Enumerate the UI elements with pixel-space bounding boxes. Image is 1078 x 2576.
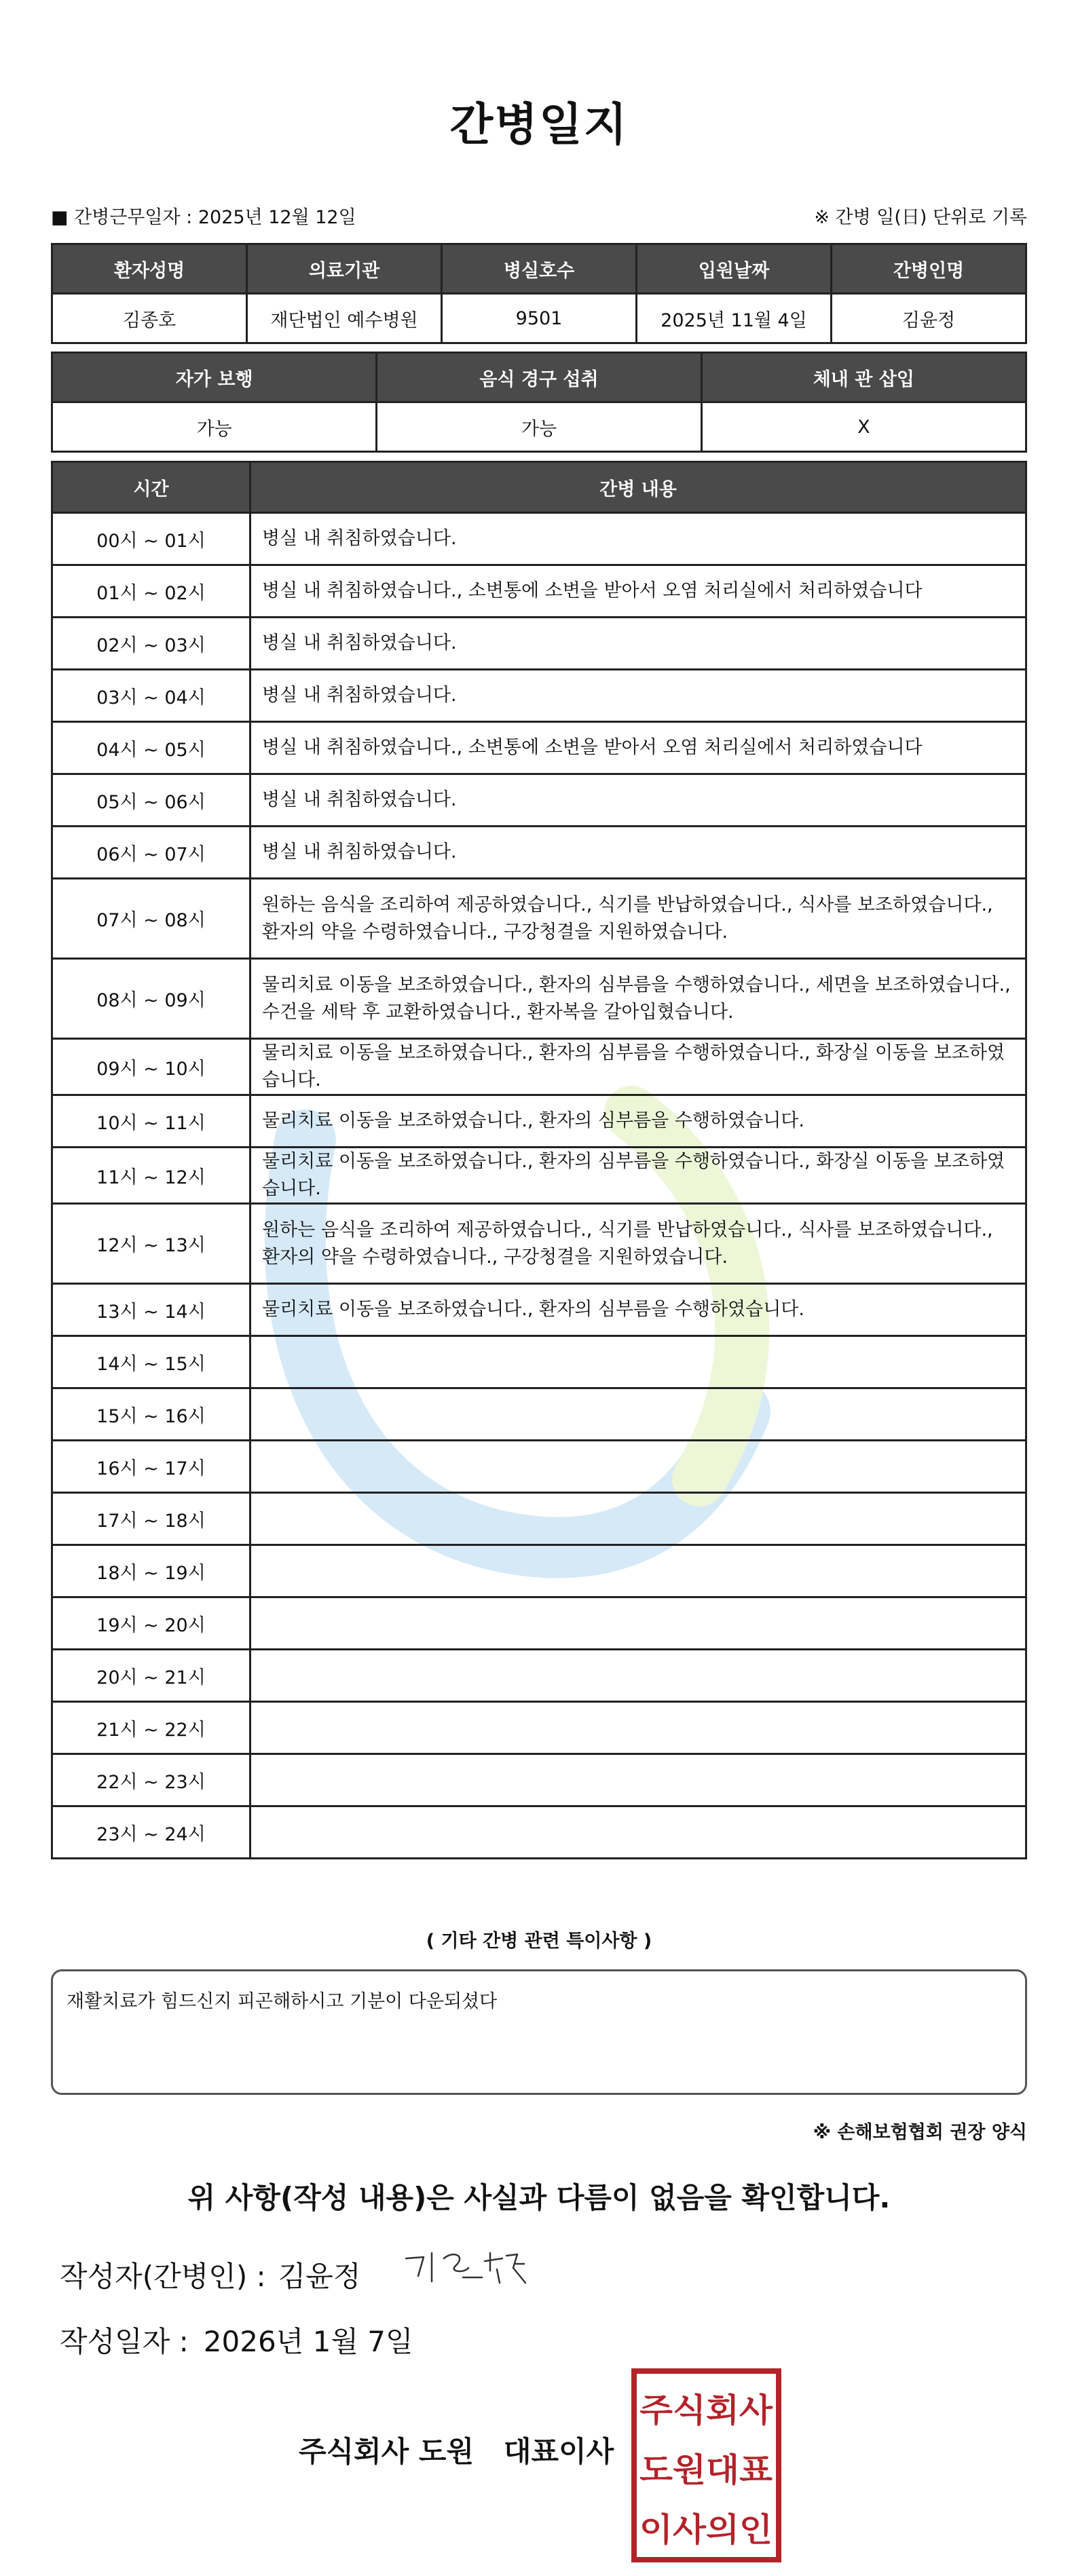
header-tube: 체내 관 삽입 [701, 353, 1026, 402]
log-time: 13시 ~ 14시 [52, 1284, 250, 1336]
table-row [52, 1597, 1026, 1650]
table-row [52, 1441, 1026, 1493]
log-time: 12시 ~ 13시 [52, 1204, 250, 1284]
log-time: 11시 ~ 12시 [52, 1148, 250, 1204]
company-seal-stamp [630, 2367, 783, 2564]
unit-note: ※ 간병 일(日) 단위로 기록 [814, 207, 1027, 228]
log-content: 병실 내 취침하였습니다. [250, 774, 1026, 827]
table-row [52, 1388, 1026, 1441]
writer-name: 김윤정 [278, 2260, 361, 2293]
log-content [250, 1441, 1026, 1493]
log-time: 03시 ~ 04시 [52, 670, 250, 722]
log-time: 01시 ~ 02시 [52, 565, 250, 618]
log-content [250, 1597, 1026, 1650]
log-time: 21시 ~ 22시 [52, 1702, 250, 1754]
work-date [51, 202, 356, 229]
header-walking: 자가 보행 [52, 353, 377, 402]
log-content: 물리치료 이동을 보조하였습니다., 환자의 심부름을 수행하였습니다., 화장실 이동을 보조하였습니다. [250, 1039, 1026, 1095]
company-representative: 주식회사 도원 대표이사 [299, 2435, 614, 2468]
table-row [52, 1039, 1026, 1095]
log-time: 08시 ~ 09시 [52, 959, 250, 1039]
page-title: 간병일지 [449, 98, 629, 151]
log-time: 06시 ~ 07시 [52, 827, 250, 879]
log-time: 00시 ~ 01시 [52, 513, 250, 565]
log-time: 09시 ~ 10시 [52, 1039, 250, 1095]
table-row [52, 1204, 1026, 1284]
table-row [52, 1806, 1026, 1859]
patient-status-table [51, 352, 1027, 453]
table-row [52, 565, 1026, 618]
log-time: 05시 ~ 06시 [52, 774, 250, 827]
log-time: 22시 ~ 23시 [52, 1754, 250, 1806]
table-row [52, 959, 1026, 1039]
table-row [52, 1650, 1026, 1702]
caregiver-name: 김윤정 [832, 294, 1026, 343]
writer-line [60, 2254, 360, 2295]
written-date-value: 2026년 1월 7일 [203, 2325, 413, 2358]
hospital-name: 재단법인 예수병원 [247, 294, 442, 343]
log-content: 병실 내 취침하였습니다. [250, 827, 1026, 879]
log-content: 물리치료 이동을 보조하였습니다., 환자의 심부름을 수행하였습니다. [250, 1284, 1026, 1336]
log-time: 15시 ~ 16시 [52, 1388, 250, 1441]
log-time: 14시 ~ 15시 [52, 1336, 250, 1388]
header-time: 시간 [52, 462, 250, 513]
table-row [52, 774, 1026, 827]
oral-intake-value: 가능 [377, 402, 701, 452]
room-number: 9501 [442, 294, 637, 343]
log-content [250, 1806, 1026, 1859]
log-time: 02시 ~ 03시 [52, 618, 250, 670]
log-time: 23시 ~ 24시 [52, 1806, 250, 1859]
header-oral-intake: 음식 경구 섭취 [377, 353, 701, 402]
patient-info-table [51, 243, 1027, 344]
log-content: 물리치료 이동을 보조하였습니다., 환자의 심부름을 수행하였습니다., 세면을 보조하였습니다., 수건을 세탁 후 교환하였습니다., 환자복을 갈아입혔습니다. [250, 959, 1026, 1039]
log-content [250, 1336, 1026, 1388]
written-date-label: 작성일자 : [60, 2325, 189, 2358]
log-time: 20시 ~ 21시 [52, 1650, 250, 1702]
stamp-line: 주식회사 [639, 2391, 773, 2429]
table-row [52, 1148, 1026, 1204]
log-content: 병실 내 취침하였습니다., 소변통에 소변을 받아서 오염 처리실에서 처리하였습니다 [250, 565, 1026, 618]
source-note: ※ 손해보험협회 권장 양식 [813, 2122, 1027, 2143]
log-time: 17시 ~ 18시 [52, 1493, 250, 1545]
log-content: 병실 내 취침하였습니다. [250, 670, 1026, 722]
log-content [250, 1702, 1026, 1754]
log-time: 10시 ~ 11시 [52, 1095, 250, 1148]
log-content: 원하는 음식을 조리하여 제공하였습니다., 식기를 반납하였습니다., 식사를 보조하였습니다., 환자의 약을 수령하였습니다., 구강청결을 지원하였습니다. [250, 879, 1026, 959]
log-content: 병실 내 취침하였습니다. [250, 513, 1026, 565]
header-hospital: 의료기관 [247, 244, 442, 294]
header-care-content: 간병 내용 [250, 462, 1026, 513]
table-row [52, 1702, 1026, 1754]
log-time: 19시 ~ 20시 [52, 1597, 250, 1650]
work-date-value: 2025년 12월 12일 [198, 207, 356, 228]
log-content [250, 1650, 1026, 1702]
stamp-line: 이사의인 [639, 2511, 773, 2549]
header-patient-name: 환자성명 [52, 244, 247, 294]
header-caregiver: 간병인명 [832, 244, 1026, 294]
table-row [52, 618, 1026, 670]
log-content [250, 1493, 1026, 1545]
table-row [52, 827, 1026, 879]
table-row [52, 879, 1026, 959]
log-time: 16시 ~ 17시 [52, 1441, 250, 1493]
signature [401, 2243, 529, 2291]
writer-label: 작성자(간병인) : [60, 2260, 266, 2293]
table-row [52, 722, 1026, 774]
table-row [52, 670, 1026, 722]
patient-name: 김종호 [52, 294, 247, 343]
written-date-line [60, 2319, 413, 2360]
header-admission-date: 입원날짜 [637, 244, 832, 294]
table-row [52, 513, 1026, 565]
log-content [250, 1388, 1026, 1441]
stamp-line: 도원대표 [639, 2451, 773, 2489]
log-content: 병실 내 취침하였습니다., 소변통에 소변을 받아서 오염 처리실에서 처리하였습니다 [250, 722, 1026, 774]
tube-value: X [701, 402, 1026, 452]
admission-date: 2025년 11월 4일 [637, 294, 832, 343]
log-content [250, 1545, 1026, 1597]
table-row [52, 1754, 1026, 1806]
log-time: 04시 ~ 05시 [52, 722, 250, 774]
log-content: 물리치료 이동을 보조하였습니다., 환자의 심부름을 수행하였습니다., 화장실 이동을 보조하였습니다. [250, 1148, 1026, 1204]
log-content: 원하는 음식을 조리하여 제공하였습니다., 식기를 반납하였습니다., 식사를 보조하였습니다., 환자의 약을 수령하였습니다., 구강청결을 지원하였습니다. [250, 1204, 1026, 1284]
table-row [52, 1095, 1026, 1148]
header-room: 병실호수 [442, 244, 637, 294]
log-content: 병실 내 취침하였습니다. [250, 618, 1026, 670]
log-content [250, 1754, 1026, 1806]
table-row [52, 1545, 1026, 1597]
walking-value: 가능 [52, 402, 377, 452]
confirmation-statement: 위 사항(작성 내용)은 사실과 다름이 없음을 확인합니다. [187, 2181, 891, 2214]
log-time: 07시 ~ 08시 [52, 879, 250, 959]
notes-title: ( 기타 간병 관련 특이사항 ) [426, 1931, 652, 1952]
log-content: 물리치료 이동을 보조하였습니다., 환자의 심부름을 수행하였습니다. [250, 1095, 1026, 1148]
table-row [52, 1493, 1026, 1545]
care-log-table [51, 461, 1027, 1859]
notes-box [51, 1969, 1027, 2095]
log-time: 18시 ~ 19시 [52, 1545, 250, 1597]
table-row [52, 1336, 1026, 1388]
work-date-label: ■ 간병근무일자 : [51, 207, 193, 228]
notes-text: 재활치료가 힘드신지 피곤해하시고 기분이 다운되셨다 [67, 1991, 498, 2012]
table-row [52, 1284, 1026, 1336]
